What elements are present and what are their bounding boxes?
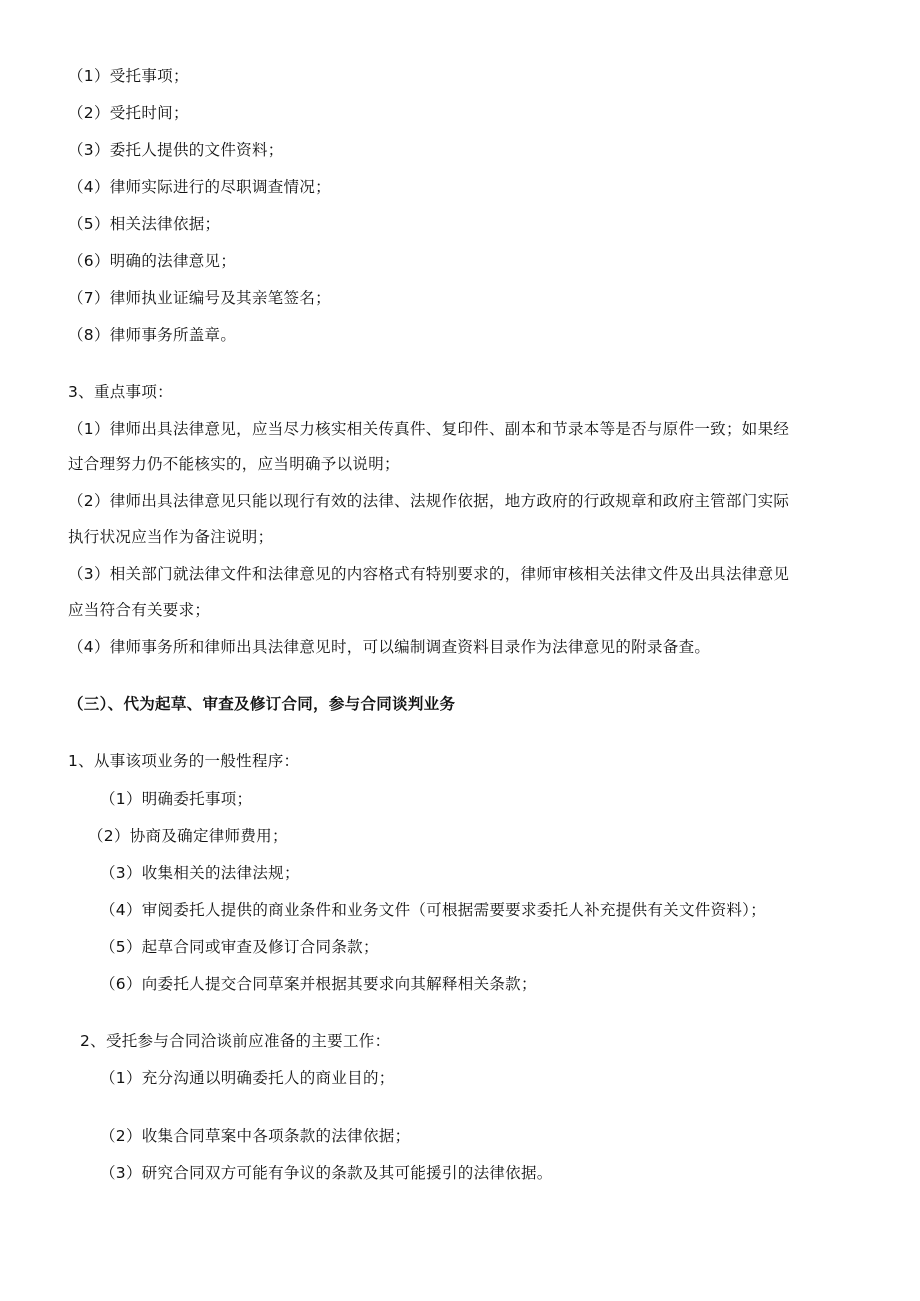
- opinion-item-8: （8）律师事务所盖章。: [68, 326, 237, 344]
- procedure-item-3: （3）收集相关的法律法规；: [100, 864, 300, 882]
- section-title: （三）、代为起草、审查及修订合同，参与合同谈判业务: [68, 695, 456, 713]
- key-matter-2-line2: 执行状况应当作为备注说明；: [68, 528, 274, 546]
- procedure-item-4: （4）审阅委托人提供的商业条件和业务文件（可根据需要要求委托人补充提供有关文件资料）；: [100, 901, 767, 919]
- procedure-item-2: （2）协商及确定律师费用；: [88, 827, 288, 845]
- key-matter-3-line2: 应当符合有关要求；: [68, 601, 211, 619]
- preparation-item-1: （1）充分沟通以明确委托人的商业目的；: [100, 1069, 395, 1087]
- preparation-item-2: （2）收集合同草案中各项条款的法律依据；: [100, 1127, 411, 1145]
- key-matter-1-line1: （1）律师出具法律意见，应当尽力核实相关传真件、复印件、副本和节录本等是否与原件一致；如果经: [68, 420, 790, 438]
- opinion-item-6: （6）明确的法律意见；: [68, 252, 237, 270]
- opinion-item-1: （1）受托事项；: [68, 67, 189, 85]
- key-matter-1-line2: 过合理努力仍不能核实的，应当明确予以说明；: [68, 455, 400, 473]
- key-matter-4: （4）律师事务所和律师出具法律意见时，可以编制调查资料目录作为法律意见的附录备查。: [68, 638, 711, 656]
- opinion-item-4: （4）律师实际进行的尽职调查情况；: [68, 178, 331, 196]
- opinion-item-7: （7）律师执业证编号及其亲笔签名；: [68, 289, 331, 307]
- procedure-item-6: （6）向委托人提交合同草案并根据其要求向其解释相关条款；: [100, 975, 537, 993]
- key-matter-3-line1: （3）相关部门就法律文件和法律意见的内容格式有特别要求的，律师审核相关法律文件及出具法律意见: [68, 565, 790, 583]
- procedure-heading: 1、从事该项业务的一般性程序：: [68, 752, 300, 770]
- preparation-heading: 2、受托参与合同洽谈前应准备的主要工作：: [80, 1032, 391, 1050]
- key-matters-heading: 3、重点事项：: [68, 383, 173, 401]
- procedure-item-5: （5）起草合同或审查及修订合同条款；: [100, 938, 379, 956]
- preparation-item-3: （3）研究合同双方可能有争议的条款及其可能援引的法律依据。: [100, 1164, 553, 1182]
- opinion-item-3: （3）委托人提供的文件资料；: [68, 141, 284, 159]
- procedure-item-1: （1）明确委托事项；: [100, 790, 253, 808]
- opinion-item-2: （2）受托时间；: [68, 104, 189, 122]
- key-matter-2-line1: （2）律师出具法律意见只能以现行有效的法律、法规作依据，地方政府的行政规章和政府主管部门实际: [68, 492, 790, 510]
- opinion-item-5: （5）相关法律依据；: [68, 215, 221, 233]
